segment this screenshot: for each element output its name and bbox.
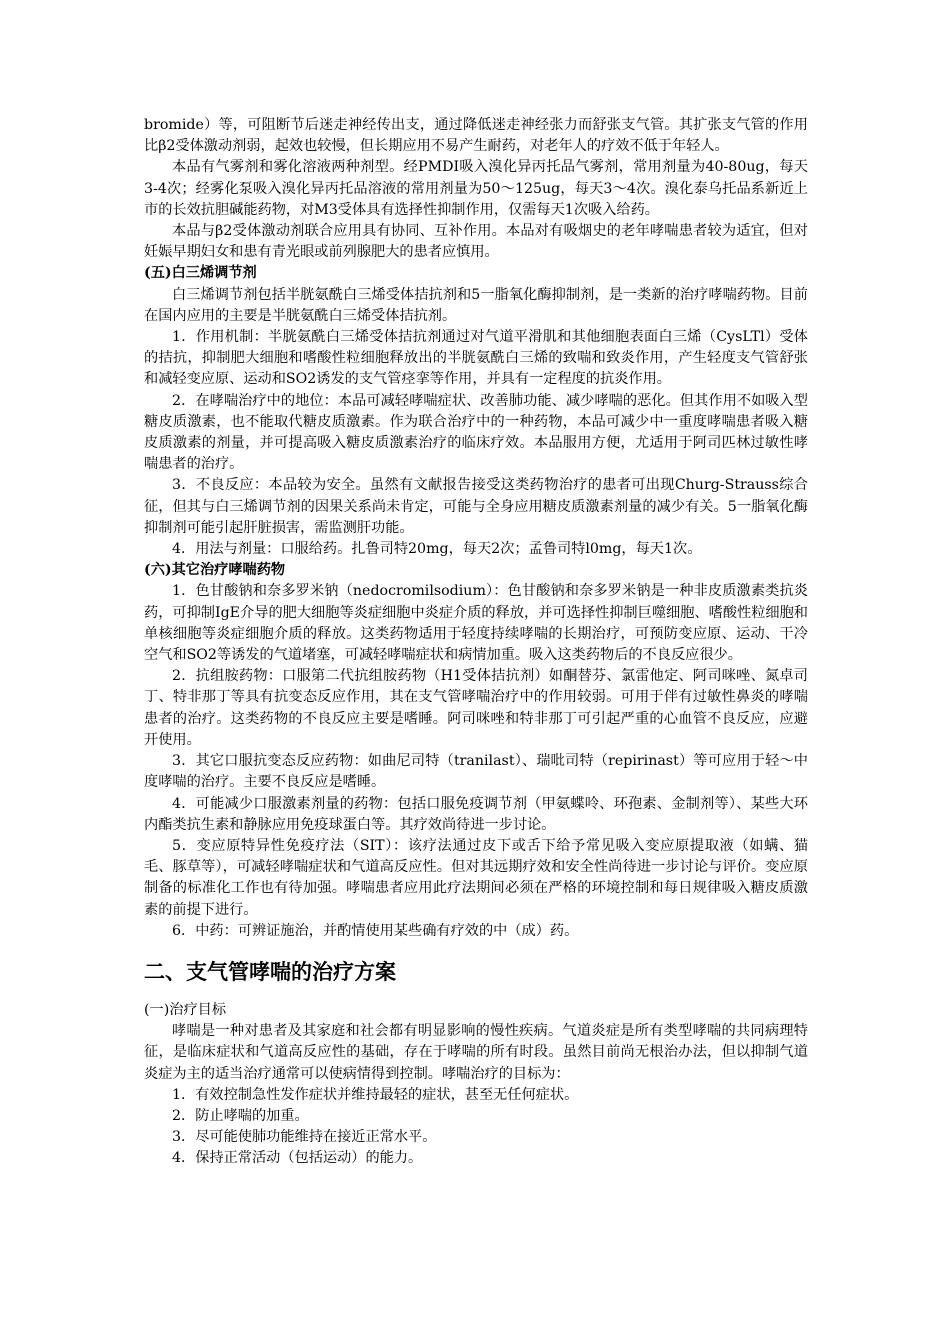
subheading-treatment-goals: (一)治疗目标 (144, 1001, 227, 1018)
paragraph-dosage: 4．用法与剂量：口服给药。扎鲁司特20mg，每天2次；孟鲁司特l0mg，每天1次。 (172, 541, 702, 558)
paragraph-adverse-reactions: 3．不良反应：本品较为安全。虽然有文献报告接受这类药物治疗的患者可出现Churg-Strauss综合征，但其与白三烯调节剂的因果关系尚未肯定，可能与全身应用糖皮质激素剂量的减少有关。5一脂氧化酶抑制剂可能引起肝脏损害，需监测肝功能。 (144, 477, 808, 536)
list-item-goal-2: 2．防止哮喘的加重。 (172, 1107, 309, 1124)
list-item-goal-3: 3．尽可能使肺功能维持在接近正常水平。 (172, 1129, 437, 1146)
paragraph-dosage-forms: 本品有气雾剂和雾化溶液两种剂型。经PMDI吸入溴化异丙托品气雾剂，常用剂量为40-80ug，每天3-4次；经雾化泵吸入溴化异丙托品溶液的常用剂量为50～125ug，每天3～4次。溴化泰乌托品系新近上市的长效抗胆碱能药物，对M3受体具有选择性抑制作用，仅需每天1次吸入给药。 (144, 159, 808, 218)
subheading-leukotriene-modifiers: (五)白三烯调节剂 (144, 265, 257, 282)
paragraph-mechanism: 1．作用机制：半胱氨酰白三烯受体拮抗剂通过对气道平滑肌和其他细胞表面白三烯（CysLTl）受体的拮抗，抑制肥大细胞和嗜酸性粒细胞释放出的半胱氨酰白三烯的致喘和致炎作用，产生轻度支气管舒张和减轻变应原、运动和SO2诱发的支气管痉挛等作用，并具有一定程度的抗炎作用。 (144, 329, 808, 388)
paragraph-chinese-medicine: 6．中药：可辨证施治，并酌情使用某些确有疗效的中（成）药。 (172, 922, 579, 939)
paragraph-steroid-sparing: 4．可能减少口服激素剂量的药物：包括口服免疫调节剂（甲氨蝶呤、环孢素、金制剂等）、某些大环内酯类抗生素和静脉应用免疫球蛋白等。其疗效尚待进一步讨论。 (144, 795, 808, 833)
list-item-goal-1: 1．有效控制急性发作症状并维持最轻的症状，甚至无任何症状。 (172, 1086, 579, 1103)
paragraph-bromide-continuation: bromide）等，可阻断节后迷走神经传出支，通过降低迷走神经张力而舒张支气管。其扩张支气管的作用比β2受体激动剂弱，起效也较慢，但长期应用不易产生耐药，对老年人的疗效不低于年轻人。 (144, 117, 808, 155)
paragraph-combination-use: 本品与β2受体激动剂联合应用具有协同、互补作用。本品对有吸烟史的老年哮喘患者较为适宜，但对妊娠早期妇女和患有青光眼或前列腺肥大的患者应慎用。 (144, 223, 808, 261)
paragraph-antihistamines: 2．抗组胺药物：口服第二代抗组胺药物（H1受体拮抗剂）如酮替芬、氯雷他定、阿司咪唑、氮卓司丁、特非那丁等具有抗变态反应作用，其在支气管哮喘治疗中的作用较弱。可用于伴有过敏性鼻炎的哮喘患者的治疗。这类药物的不良反应主要是嗜睡。阿司咪唑和特非那丁可引起严重的心血管不良反应，应避开使用。 (144, 668, 808, 748)
section-heading-treatment-plan: 二、支气管哮喘的治疗方案 (144, 959, 396, 984)
paragraph-leukotriene-intro: 白三烯调节剂包括半胱氨酰白三烯受体拮抗剂和5一脂氧化酶抑制剂，是一类新的治疗哮喘药物。目前在国内应用的主要是半胱氨酰白三烯受体拮抗剂。 (144, 286, 808, 324)
subheading-other-drugs: (六)其它治疗哮喘药物 (144, 562, 286, 579)
paragraph-treatment-role: 2．在哮喘治疗中的地位：本品可减轻哮喘症状、改善肺功能、减少哮喘的恶化。但其作用不如吸入型糖皮质激素，也不能取代糖皮质激素。作为联合治疗中的一种药物，本品可减少中一重度哮喘患者吸入糖皮质激素的剂量，并可提高吸入糖皮质激素治疗的临床疗效。本品服用方便，尤适用于阿司匹林过敏性哮喘患者的治疗。 (144, 392, 808, 473)
paragraph-other-oral-antiallergy: 3．其它口服抗变态反应药物：如曲尼司特（tranilast）、瑞吡司特（repirinast）等可应用于轻～中度哮喘的治疗。主要不良反应是嗜睡。 (144, 753, 808, 791)
paragraph-goals-intro: 哮喘是一种对患者及其家庭和社会都有明显影响的慢性疾病。气道炎症是所有类型哮喘的共同病理特征，是临床症状和气道高反应性的基础，存在于哮喘的所有时段。虽然目前尚无根治办法，但以抑制气道炎症为主的适当治疗通常可以使病情得到控制。哮喘治疗的目标为： (144, 1023, 808, 1082)
paragraph-immunotherapy: 5．变应原特异性免疫疗法（SIT）：该疗法通过皮下或舌下给予常见吸入变应原提取液（如螨、猫毛、豚草等），可减轻哮喘症状和气道高反应性。但对其远期疗效和安全性尚待进一步讨论与评价。变应原制备的标准化工作也有待加强。哮喘患者应用此疗法期间必须在严格的环境控制和每日规律吸入糖皮质激素的前提下进行。 (144, 837, 808, 918)
paragraph-cromolyn: 1．色甘酸钠和奈多罗米钠（nedocromilsodium）：色甘酸钠和奈多罗米钠是一种非皮质激素类抗炎药，可抑制IgE介导的肥大细胞等炎症细胞中炎症介质的释放，并可选择性抑制巨噬细胞、嗜酸性粒细胞和单核细胞等炎症细胞介质的释放。这类药物适用于轻度持续哮喘的长期治疗，可预防变应原、运动、干冷空气和SO2等诱发的气道堵塞，可减轻哮喘症状和病情加重。吸入这类药物后的不良反应很少。 (144, 583, 808, 664)
document-page (144, 113, 808, 1170)
list-item-goal-4: 4．保持正常活动（包括运动）的能力。 (172, 1150, 423, 1167)
